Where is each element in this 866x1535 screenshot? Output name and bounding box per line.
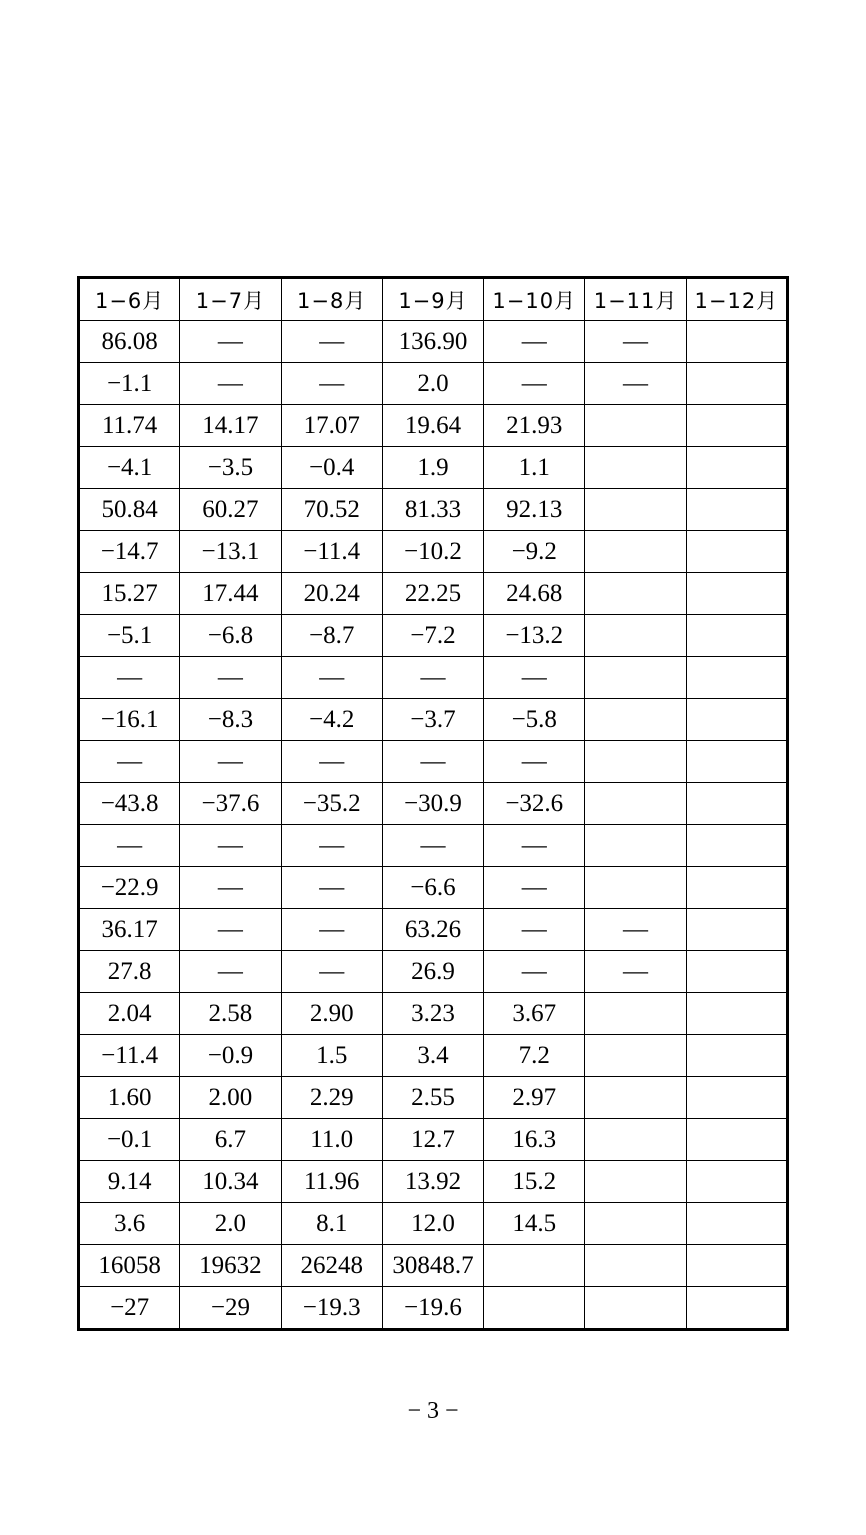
table-cell: 12.7 [382,1119,483,1161]
table-cell: 10.34 [180,1161,281,1203]
table-cell: 14.17 [180,405,281,447]
table-cell: — [484,657,585,699]
table-cell: −4.1 [79,447,180,489]
table-cell [686,531,787,573]
table-cell: — [180,321,281,363]
table-cell: 19632 [180,1245,281,1287]
table-cell: −9.2 [484,531,585,573]
table-cell [686,573,787,615]
table-cell: −3.5 [180,447,281,489]
table-cell [585,1287,686,1330]
table-cell [686,993,787,1035]
table-cell [585,405,686,447]
table-cell [686,1077,787,1119]
table-row [79,741,788,783]
column-header: 1−12月 [686,278,787,321]
table-cell: 16058 [79,1245,180,1287]
table-cell: 50.84 [79,489,180,531]
table-cell [585,1035,686,1077]
table-cell: — [180,909,281,951]
table-cell: — [281,363,382,405]
table-row [79,1203,788,1245]
table-cell: 22.25 [382,573,483,615]
table-cell: 86.08 [79,321,180,363]
table-cell: 1.5 [281,1035,382,1077]
table-cell: −43.8 [79,783,180,825]
table-cell: 21.93 [484,405,585,447]
table-cell: — [79,741,180,783]
table-cell: −27 [79,1287,180,1330]
table-cell: — [484,909,585,951]
table-cell: — [585,909,686,951]
table-cell: −7.2 [382,615,483,657]
table-cell [585,1077,686,1119]
table-row [79,993,788,1035]
table-row [79,447,788,489]
table-cell [686,951,787,993]
table-cell: −13.1 [180,531,281,573]
table-cell [585,1203,686,1245]
table-row [79,363,788,405]
table-cell: 6.7 [180,1119,281,1161]
table-cell [484,1287,585,1330]
table-cell: −8.7 [281,615,382,657]
table-cell [686,657,787,699]
table-cell [484,1245,585,1287]
table-cell [585,573,686,615]
table-cell: −8.3 [180,699,281,741]
table-cell: −22.9 [79,867,180,909]
table-cell: — [484,363,585,405]
table-cell: 3.67 [484,993,585,1035]
table-cell: 17.07 [281,405,382,447]
table-cell: 20.24 [281,573,382,615]
table-cell: 9.14 [79,1161,180,1203]
table-cell [686,489,787,531]
table-cell: −13.2 [484,615,585,657]
table-cell [585,1161,686,1203]
table-cell: — [484,321,585,363]
column-header: 1−11月 [585,278,686,321]
table-cell: 8.1 [281,1203,382,1245]
table-cell [686,447,787,489]
table-cell: — [585,321,686,363]
table-cell: −4.2 [281,699,382,741]
table-cell: 2.29 [281,1077,382,1119]
table-cell: 92.13 [484,489,585,531]
table-cell: 3.23 [382,993,483,1035]
table-cell: — [585,951,686,993]
table-cell: — [281,951,382,993]
table-cell: −29 [180,1287,281,1330]
table-cell [686,615,787,657]
table-cell: −0.4 [281,447,382,489]
table-cell: 1.1 [484,447,585,489]
table-cell: — [484,867,585,909]
page-number: − 3 − [407,1398,459,1424]
table-cell: 13.92 [382,1161,483,1203]
table-cell: −5.1 [79,615,180,657]
table-cell: — [180,825,281,867]
table-cell [686,867,787,909]
table-cell: 12.0 [382,1203,483,1245]
table-cell: 2.97 [484,1077,585,1119]
table-cell: −11.4 [281,531,382,573]
table-cell: −37.6 [180,783,281,825]
table-cell: 16.3 [484,1119,585,1161]
column-header: 1−8月 [281,278,382,321]
table-row [79,1035,788,1077]
table-cell [585,741,686,783]
table-cell: 7.2 [484,1035,585,1077]
table-cell: −3.7 [382,699,483,741]
table-row [79,909,788,951]
table-cell: — [281,867,382,909]
table-cell: −14.7 [79,531,180,573]
table-cell: — [382,741,483,783]
table-cell: 2.00 [180,1077,281,1119]
table-cell: — [484,741,585,783]
table-cell: −16.1 [79,699,180,741]
table-row [79,489,788,531]
table-header [79,278,788,321]
table-row [79,699,788,741]
table-cell: — [180,363,281,405]
table-cell: −30.9 [382,783,483,825]
table-cell [585,867,686,909]
table-cell [686,783,787,825]
table-cell: 2.0 [382,363,483,405]
table-row [79,783,788,825]
table-cell: — [281,321,382,363]
table-row [79,867,788,909]
table-cell: 1.9 [382,447,483,489]
table-cell: — [382,825,483,867]
table-row [79,531,788,573]
table-cell: −6.8 [180,615,281,657]
table-body [79,321,788,1330]
table-cell: −1.1 [79,363,180,405]
table-cell [686,1035,787,1077]
table-cell: 11.74 [79,405,180,447]
header-row [79,278,788,321]
table-cell: 2.55 [382,1077,483,1119]
table-row [79,573,788,615]
table-cell [686,825,787,867]
table-cell: 30848.7 [382,1245,483,1287]
table-cell: — [180,951,281,993]
table-cell: 2.90 [281,993,382,1035]
table-cell [686,909,787,951]
table-cell [585,825,686,867]
table-cell: 81.33 [382,489,483,531]
table-cell: — [79,657,180,699]
table-cell [686,1203,787,1245]
table-cell [585,783,686,825]
column-header: 1−7月 [180,278,281,321]
table-cell: 15.27 [79,573,180,615]
table-cell: — [180,867,281,909]
table-row [79,1077,788,1119]
table-cell [686,363,787,405]
table-cell: 26248 [281,1245,382,1287]
table-cell: 11.96 [281,1161,382,1203]
table-cell: 27.8 [79,951,180,993]
table-row [79,321,788,363]
table-cell: 26.9 [382,951,483,993]
table-cell [585,1119,686,1161]
table-row [79,1119,788,1161]
table-cell: 3.6 [79,1203,180,1245]
table-cell: 17.44 [180,573,281,615]
table-row [79,951,788,993]
table-cell [585,531,686,573]
table-cell: −11.4 [79,1035,180,1077]
table-cell [585,447,686,489]
table-cell: 36.17 [79,909,180,951]
table-cell: −35.2 [281,783,382,825]
table-cell [686,1161,787,1203]
data-table [77,276,789,1331]
table-row [79,1287,788,1330]
table-cell [585,657,686,699]
table-row [79,405,788,447]
table-cell: — [281,825,382,867]
table-cell: — [281,909,382,951]
table-cell [686,1245,787,1287]
table-cell [686,699,787,741]
table-cell: 60.27 [180,489,281,531]
table-cell: −0.1 [79,1119,180,1161]
table-cell: 2.58 [180,993,281,1035]
table-cell: — [585,363,686,405]
table-cell: −5.8 [484,699,585,741]
table-cell: — [484,951,585,993]
table-cell [585,1245,686,1287]
table-cell: — [180,741,281,783]
table-cell: — [484,825,585,867]
table-cell [686,1119,787,1161]
table-cell: 63.26 [382,909,483,951]
table-row [79,825,788,867]
table-cell: 14.5 [484,1203,585,1245]
table-cell: 24.68 [484,573,585,615]
table-row [79,615,788,657]
table-cell: 11.0 [281,1119,382,1161]
table-cell: −10.2 [382,531,483,573]
table-cell [585,489,686,531]
table-cell: — [281,741,382,783]
table-cell [686,321,787,363]
table-cell: 2.0 [180,1203,281,1245]
table-cell: — [281,657,382,699]
table-cell: — [180,657,281,699]
table-cell [686,741,787,783]
table-cell: 3.4 [382,1035,483,1077]
table-cell: −19.6 [382,1287,483,1330]
table-cell: 1.60 [79,1077,180,1119]
table-cell [585,699,686,741]
table-cell: 136.90 [382,321,483,363]
table-cell: −32.6 [484,783,585,825]
column-header: 1−6月 [79,278,180,321]
table-row [79,657,788,699]
table-cell [686,1287,787,1330]
table-cell: −19.3 [281,1287,382,1330]
table-cell: 2.04 [79,993,180,1035]
column-header: 1−9月 [382,278,483,321]
table-cell [686,405,787,447]
table-cell [585,993,686,1035]
column-header: 1−10月 [484,278,585,321]
table-row [79,1161,788,1203]
table-row [79,1245,788,1287]
table-cell: −6.6 [382,867,483,909]
table-cell: 70.52 [281,489,382,531]
table-cell: 15.2 [484,1161,585,1203]
table-cell: 19.64 [382,405,483,447]
table-cell: — [79,825,180,867]
table-cell: −0.9 [180,1035,281,1077]
table-cell [585,615,686,657]
table-cell: — [382,657,483,699]
